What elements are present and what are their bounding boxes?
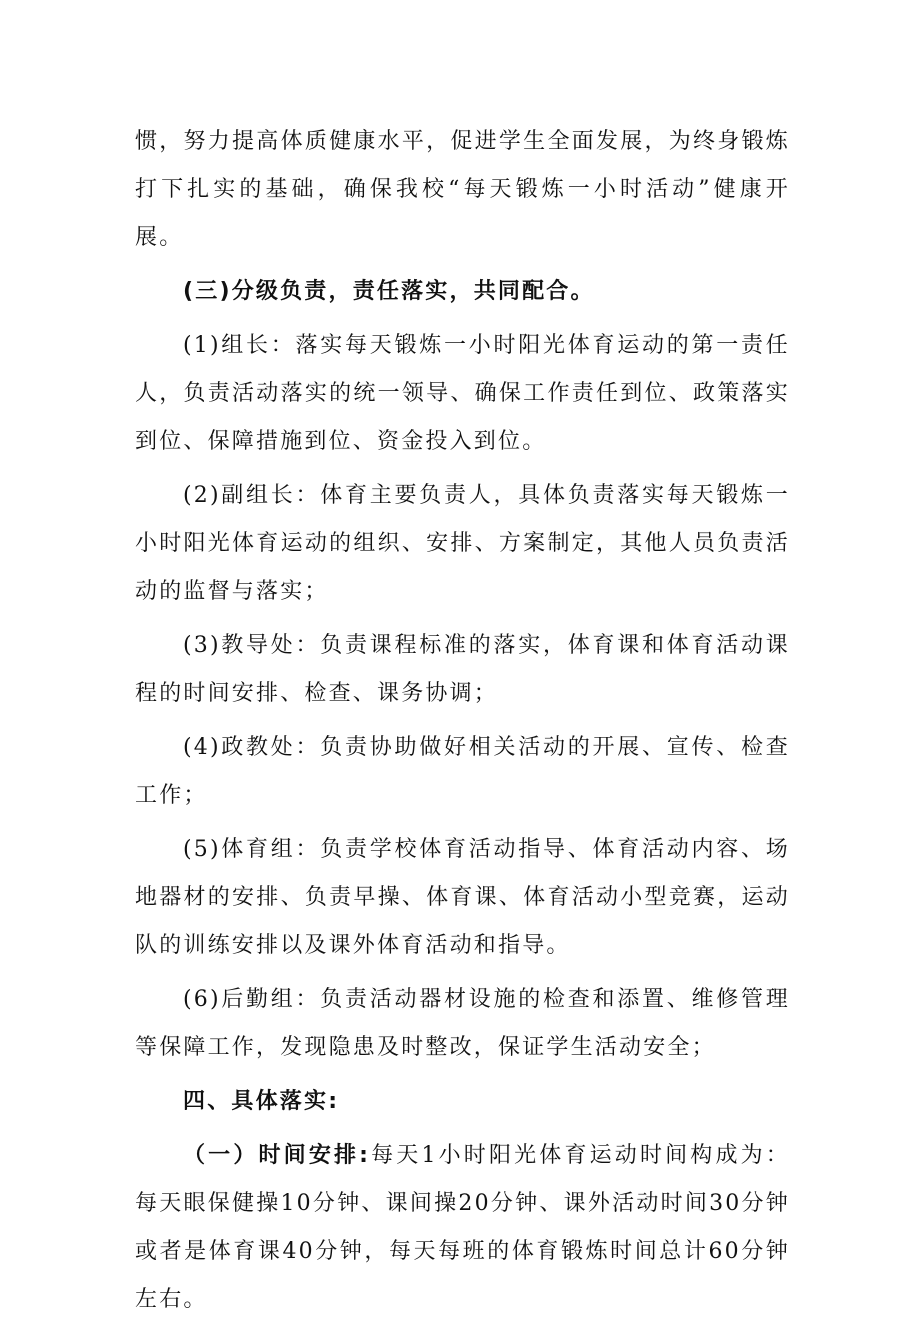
item-logistics-group: (6)后勤组：负责活动器材设施的检查和添置、维修管理等保障工作，发现隐患及时整改，保证学生活动安全； <box>135 987 790 1060</box>
item-group-leader: (1)组长：落实每天锻炼一小时阳光体育运动的第一责任人，负责活动落实的统一领导、确保工作责任到位、政策落实到位、保障措施到位、资金投入到位。 <box>135 333 790 454</box>
section-four-heading: 四、具体落实: <box>183 1089 340 1114</box>
item-academic-office: (3)教导处：负责课程标准的落实，体育课和体育活动课程的时间安排、检查、课务协调； <box>135 633 790 706</box>
item-political-office: (4)政教处：负责协助做好相关活动的开展、宣传、检查工作； <box>135 735 790 808</box>
document-body <box>135 118 790 1330</box>
section-three-heading: (三)分级负责，责任落实，共同配合。 <box>183 279 595 304</box>
paragraph-continuation: 惯，努力提高体质健康水平，促进学生全面发展，为终身锻炼打下扎实的基础，确保我校“每天锻炼一小时活动”健康开展。 <box>135 129 790 250</box>
time-arrangement-label: （一）时间安排: <box>183 1143 371 1168</box>
item-deputy-leader: (2)副组长：体育主要负责人，具体负责落实每天锻炼一小时阳光体育运动的组织、安排、方案制定，其他人员负责活动的监督与落实； <box>135 483 790 604</box>
item-pe-group: (5)体育组：负责学校体育活动指导、体育活动内容、场地器材的安排、负责早操、体育课、体育活动小型竞赛，运动队的训练安排以及课外体育活动和指导。 <box>135 837 790 958</box>
time-arrangement-text: 每天1小时阳光体育运动时间构成为：每天眼保健操10分钟、课间操20分钟、课外活动时间30分钟或者是体育课40分钟，每天每班的体育锻炼时间总计60分钟左右。 <box>135 1143 790 1312</box>
time-arrangement-paragraph <box>135 1132 790 1324</box>
